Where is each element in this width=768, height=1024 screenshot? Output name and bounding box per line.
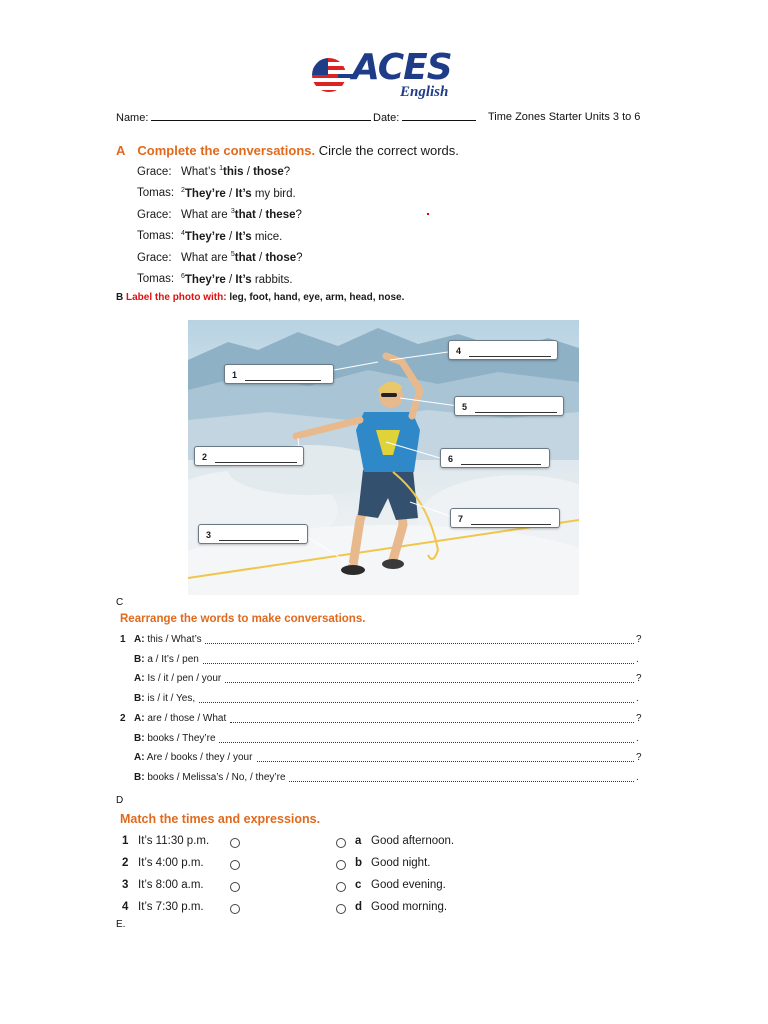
- option-one[interactable]: They’re: [184, 273, 226, 286]
- option-two[interactable]: those: [253, 165, 284, 178]
- item-number: 3: [230, 208, 235, 215]
- match-circle-left[interactable]: [230, 860, 240, 870]
- line-punctuation: ?: [636, 712, 642, 724]
- scrambled-words: a / It’s / pen: [147, 653, 199, 665]
- answer-line[interactable]: [475, 402, 557, 413]
- speaker-label: A:: [134, 634, 145, 645]
- time-item: [122, 901, 204, 913]
- answer-line[interactable]: [219, 742, 634, 743]
- option-one[interactable]: this: [223, 165, 244, 178]
- label-number: 3: [206, 530, 212, 540]
- section-b-words: leg, foot, hand, eye, arm, head, nose.: [229, 292, 405, 303]
- section-d-title: Match the times and expressions.: [120, 812, 321, 826]
- conversation-line: [137, 208, 302, 221]
- option-two[interactable]: It’s: [235, 187, 252, 200]
- answer-line[interactable]: [461, 454, 541, 465]
- line-punctuation: .: [636, 771, 639, 783]
- question-number: 2: [120, 712, 126, 724]
- label-number: 4: [456, 346, 462, 356]
- scrambled-words: is / it / Yes,: [147, 693, 196, 705]
- time-text: It’s 11:30 p.m.: [138, 835, 210, 847]
- option-two[interactable]: It’s: [235, 273, 252, 286]
- label-number: 2: [202, 452, 208, 462]
- rearrange-row: [120, 713, 644, 727]
- speaker-label: B:: [134, 771, 145, 783]
- section-c-letter: C: [116, 597, 124, 608]
- rearrange-row: [120, 654, 644, 668]
- speaker-label: A:: [134, 673, 145, 685]
- scrambled-words: books / They’re: [147, 732, 216, 744]
- name-label: Name:: [116, 112, 149, 124]
- expression-text: Good night.: [371, 857, 431, 869]
- expression-letter: b: [355, 857, 363, 869]
- match-circle-right[interactable]: [336, 860, 346, 870]
- section-a-rest: Circle the correct words.: [318, 143, 459, 158]
- scrambled-words: Is / it / pen / your: [147, 673, 222, 685]
- answer-line[interactable]: [245, 370, 321, 381]
- line-text: What’s: [181, 165, 220, 178]
- time-number: 2: [122, 857, 129, 869]
- option-separator: /: [255, 208, 266, 221]
- label-box-6[interactable]: [440, 448, 550, 468]
- rearrange-row: [120, 673, 644, 687]
- expression-text: Good evening.: [371, 879, 446, 891]
- label-number: 7: [458, 514, 464, 524]
- logo-word: ACES: [352, 47, 452, 88]
- line-punctuation: .: [636, 732, 639, 744]
- option-separator: /: [243, 165, 254, 178]
- expression-item: [355, 835, 454, 847]
- question-number: 1: [120, 634, 126, 645]
- section-a-letter: A: [116, 143, 126, 158]
- speaker-label: B:: [134, 693, 145, 705]
- name-field[interactable]: [116, 111, 371, 124]
- option-separator: /: [225, 230, 236, 243]
- label-box-2[interactable]: [194, 446, 304, 466]
- aces-english-logo: [312, 47, 472, 104]
- expression-text: Good morning.: [371, 901, 448, 913]
- label-number: 5: [462, 402, 468, 412]
- expression-letter: c: [355, 879, 362, 891]
- answer-line[interactable]: [257, 761, 634, 762]
- label-box-5[interactable]: [454, 396, 564, 416]
- item-number: 1: [219, 165, 224, 172]
- rearrange-row: [120, 772, 644, 786]
- match-circle-left[interactable]: [230, 838, 240, 848]
- option-separator: /: [225, 273, 236, 286]
- answer-line[interactable]: [205, 643, 634, 644]
- answer-line[interactable]: [225, 682, 634, 683]
- speaker-label: A:: [134, 712, 145, 724]
- date-label: Date:: [373, 112, 400, 124]
- slackline-photo: [188, 320, 579, 595]
- answer-line[interactable]: [215, 452, 297, 463]
- answer-line[interactable]: [471, 514, 551, 525]
- section-b-instruction: Label the photo with:: [126, 292, 227, 303]
- section-d-letter: D: [116, 795, 124, 806]
- rearrange-row: [120, 634, 644, 648]
- option-two[interactable]: those: [265, 251, 297, 264]
- rearrange-row: [120, 693, 644, 707]
- match-circle-left[interactable]: [230, 882, 240, 892]
- line-punctuation: .: [636, 653, 639, 665]
- match-circle-right[interactable]: [336, 882, 346, 892]
- time-item: [122, 879, 204, 891]
- time-text: It’s 7:30 p.m.: [138, 901, 204, 913]
- line-ending: ?: [295, 208, 302, 221]
- speaker-name: Grace:: [137, 251, 172, 264]
- answer-line[interactable]: [199, 702, 634, 703]
- line-ending: mice.: [251, 230, 283, 243]
- match-circle-left[interactable]: [230, 904, 240, 914]
- section-b-letter: B: [116, 292, 124, 303]
- line-punctuation: ?: [636, 752, 642, 764]
- units-label: Time Zones Starter Units 3 to 6: [488, 111, 641, 123]
- expression-item: [355, 857, 430, 869]
- date-field[interactable]: [373, 111, 476, 124]
- scrambled-words: books / Melissa’s / No, / they’re: [147, 771, 286, 783]
- conversation-line: [137, 165, 290, 178]
- answer-line[interactable]: [230, 722, 634, 723]
- line-punctuation: ?: [636, 673, 642, 685]
- line-ending: ?: [283, 165, 291, 178]
- time-item: [122, 857, 204, 869]
- speaker-label: B:: [134, 732, 145, 744]
- option-one[interactable]: that: [234, 251, 256, 264]
- line-text: What are: [181, 208, 231, 221]
- option-two[interactable]: these: [265, 208, 296, 221]
- line-ending: my bird.: [251, 187, 296, 200]
- item-number: 4: [181, 229, 185, 237]
- option-one[interactable]: that: [234, 208, 256, 221]
- section-e-letter: E.: [116, 919, 126, 930]
- speaker-name: Grace:: [137, 165, 172, 178]
- time-number: 1: [122, 835, 129, 847]
- name-blank[interactable]: [151, 111, 371, 121]
- label-number: 6: [448, 454, 454, 464]
- label-box-1[interactable]: [224, 364, 334, 384]
- expression-item: [355, 901, 447, 913]
- scrambled-words: are / those / What: [147, 712, 227, 724]
- label-box-4[interactable]: [448, 340, 558, 360]
- time-number: 4: [122, 901, 129, 913]
- time-text: It’s 8:00 a.m.: [138, 879, 204, 891]
- option-one[interactable]: They’re: [184, 230, 226, 243]
- section-c-title: Rearrange the words to make conversations.: [120, 613, 366, 625]
- match-circle-right[interactable]: [336, 838, 346, 848]
- time-item: [122, 835, 209, 847]
- option-separator: /: [225, 187, 236, 200]
- line-punctuation: .: [636, 693, 639, 705]
- rearrange-row: [120, 733, 644, 747]
- match-circle-right[interactable]: [336, 904, 346, 914]
- section-a-instruction: Complete the conversations.: [137, 143, 316, 158]
- option-two[interactable]: It’s: [235, 230, 252, 243]
- speaker-name: Grace:: [137, 208, 172, 221]
- item-number: 6: [181, 272, 185, 280]
- logo-subtitle: English: [400, 84, 449, 100]
- item-number: 5: [230, 251, 235, 258]
- label-box-3[interactable]: [198, 524, 308, 544]
- section-a-title: [116, 143, 459, 158]
- section-b-title: [116, 292, 404, 303]
- line-ending: ?: [296, 251, 303, 264]
- line-text: What are: [181, 251, 231, 264]
- conversation-line: [137, 187, 296, 200]
- answer-line[interactable]: [469, 346, 551, 357]
- option-separator: /: [255, 251, 266, 264]
- answer-line[interactable]: [203, 663, 634, 664]
- conversation-line: [137, 251, 303, 264]
- date-blank[interactable]: [402, 111, 476, 121]
- scrambled-words: Are / books / they / your: [146, 752, 253, 764]
- stray-mark: [427, 213, 429, 215]
- speaker-label: A:: [134, 752, 145, 764]
- item-number: 2: [181, 186, 185, 194]
- expression-letter: a: [355, 835, 362, 847]
- speaker-name: Tomas:: [137, 187, 175, 200]
- speaker-name: Tomas:: [137, 273, 175, 286]
- answer-line[interactable]: [219, 530, 299, 541]
- line-ending: rabbits.: [251, 273, 293, 286]
- speaker-name: Tomas:: [137, 230, 175, 243]
- speaker-label: B:: [134, 653, 145, 665]
- time-text: It’s 4:00 p.m.: [138, 857, 204, 869]
- option-one[interactable]: They’re: [184, 187, 226, 200]
- label-box-7[interactable]: [450, 508, 560, 528]
- line-punctuation: ?: [636, 634, 642, 645]
- expression-letter: d: [355, 901, 363, 913]
- rearrange-row: [120, 752, 644, 766]
- scrambled-words: this / What’s: [147, 634, 202, 645]
- label-number: 1: [232, 370, 238, 380]
- answer-line[interactable]: [289, 781, 634, 782]
- expression-text: Good afternoon.: [371, 835, 455, 847]
- conversation-line: [137, 273, 293, 286]
- conversation-line: [137, 230, 282, 243]
- expression-item: [355, 879, 446, 891]
- time-number: 3: [122, 879, 129, 891]
